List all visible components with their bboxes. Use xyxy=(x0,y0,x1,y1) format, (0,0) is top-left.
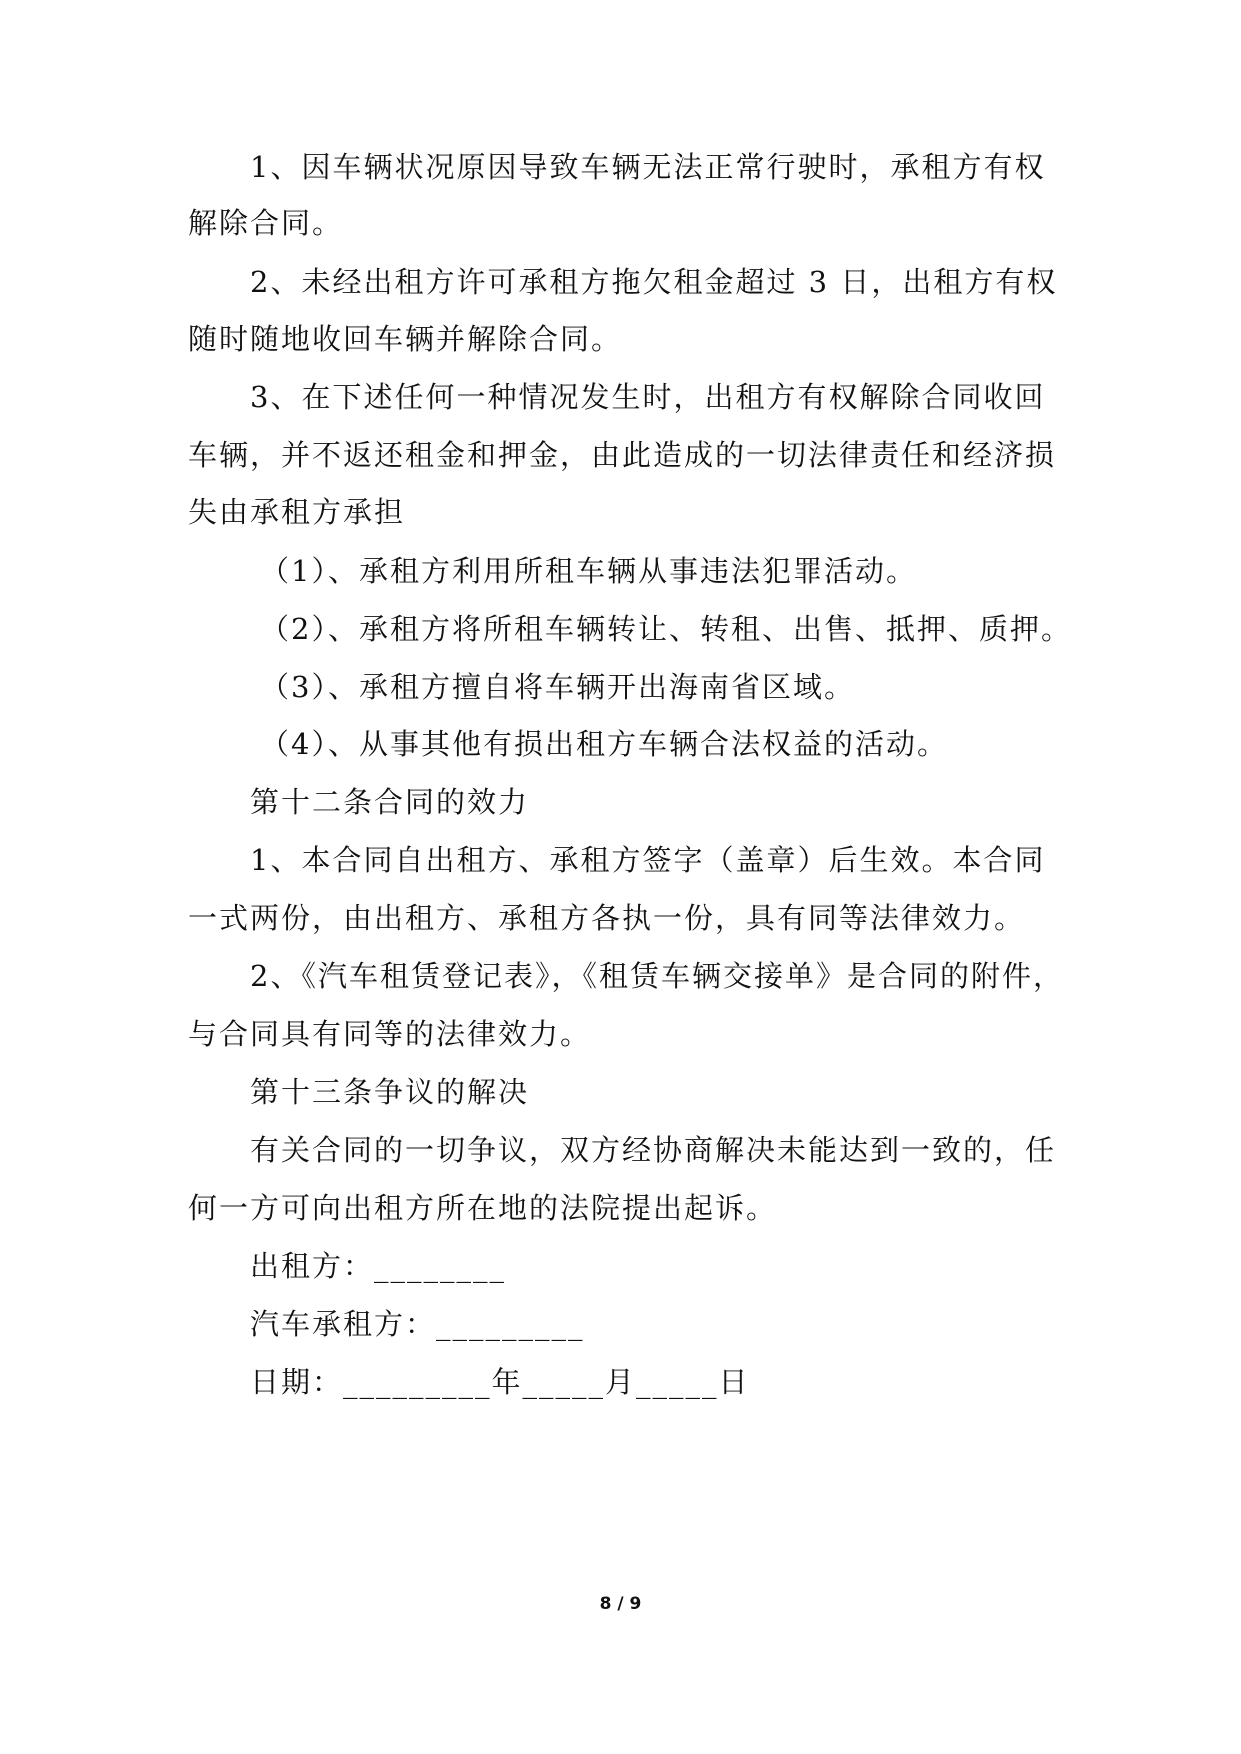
clause-12-item-1-line-1: 1、本合同自出租方、承租方签字（盖章）后生效。本合同 xyxy=(250,843,1046,877)
clause-11-item-3-line-1: 3、在下述任何一种情况发生时，出租方有权解除合同收回 xyxy=(250,380,1046,414)
clause-12-item-1-line-2: 一式两份，由出租方、承租方各执一份，具有同等法律效力。 xyxy=(188,901,1026,935)
lessee-signature-line: 汽车承租方：_________ xyxy=(250,1307,585,1341)
clause-12-heading: 第十二条合同的效力 xyxy=(250,785,530,819)
clause-11-item-2-line-2: 随时随地收回车辆并解除合同。 xyxy=(188,322,623,356)
clause-11-sub-item-4: （4）、从事其他有损出租方车辆合法权益的活动。 xyxy=(260,727,948,761)
clause-11-sub-item-1: （1）、承租方利用所租车辆从事违法犯罪活动。 xyxy=(260,554,917,588)
clause-13-heading: 第十三条争议的解决 xyxy=(250,1075,530,1109)
clause-12-item-2-line-1: 2、《汽车租赁登记表》，《租赁车辆交接单》是合同的附件， xyxy=(250,959,1064,993)
clause-11-item-3-line-3: 失由承租方承担 xyxy=(188,495,406,529)
clause-13-text-line-1: 有关合同的一切争议，双方经协商解决未能达到一致的，任 xyxy=(250,1133,1057,1167)
date-line: 日期：_________年_____月_____日 xyxy=(250,1365,750,1399)
clause-11-sub-item-3: （3）、承租方擅自将车辆开出海南省区域。 xyxy=(260,670,855,704)
clause-13-text-line-2: 何一方可向出租方所在地的法院提出起诉。 xyxy=(188,1191,778,1225)
clause-11-item-1-line-1: 1、因车辆状况原因导致车辆无法正常行驶时，承租方有权 xyxy=(250,150,1046,184)
clause-11-item-3-line-2: 车辆，并不返还租金和押金，由此造成的一切法律责任和经济损 xyxy=(188,438,1057,472)
page-number: 8 / 9 xyxy=(599,1594,642,1614)
clause-11-item-1-line-2: 解除合同。 xyxy=(188,206,344,240)
lessor-signature-line: 出租方：________ xyxy=(250,1249,507,1283)
clause-11-sub-item-2: （2）、承租方将所租车辆转让、转租、出售、抵押、质押。 xyxy=(260,612,1072,646)
clause-12-item-2-line-2: 与合同具有同等的法律效力。 xyxy=(188,1017,592,1051)
clause-11-item-2-line-1: 2、未经出租方许可承租方拖欠租金超过 3 日，出租方有权 xyxy=(250,265,1058,299)
